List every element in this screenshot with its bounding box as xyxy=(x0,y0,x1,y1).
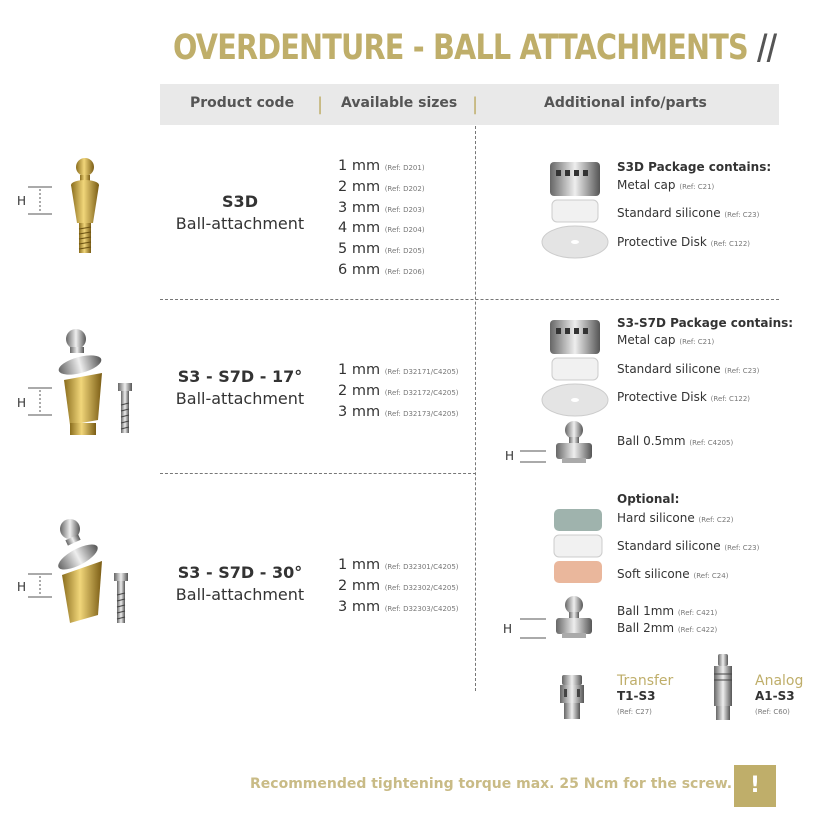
info-item: Hard silicone (Ref: C22) xyxy=(617,511,734,525)
optional-info xyxy=(617,492,679,506)
analog-ref: (Ref: C60) xyxy=(755,708,790,716)
sizes-list-s3-s7d-30 xyxy=(338,556,459,618)
info-item: Ball 2mm (Ref: C422) xyxy=(617,621,718,635)
title-slash: // xyxy=(757,28,777,68)
header-product-code: Product code xyxy=(190,95,295,111)
height-dimension-marker xyxy=(520,618,548,640)
info-item: Standard silicone (Ref: C23) xyxy=(617,539,760,553)
analog-label: Analog xyxy=(755,673,804,689)
size-row: 5 mm (Ref: D205) xyxy=(338,241,425,258)
size-row: 3 mm (Ref: D203) xyxy=(338,199,425,216)
height-dimension-marker xyxy=(28,387,54,417)
info-item: Metal cap (Ref: C21) xyxy=(617,333,715,347)
warning-icon: ! xyxy=(734,765,776,807)
size-row: 2 mm (Ref: D32302/C4205) xyxy=(338,577,459,594)
info-item: Standard silicone (Ref: C23) xyxy=(617,206,760,220)
height-label: H xyxy=(503,622,513,636)
sizes-list-s3d xyxy=(338,157,425,282)
transfer-code: T1-S3 xyxy=(617,689,656,703)
package-heading: S3D Package contains: xyxy=(617,160,772,174)
product-name: Ball-attachment xyxy=(175,585,305,604)
s3-s7d-package-parts-image xyxy=(540,316,610,422)
height-dimension-marker xyxy=(28,573,54,599)
s3d-package-info xyxy=(617,160,771,174)
s3d-package-parts-image xyxy=(540,158,610,268)
info-item: Standard silicone (Ref: C23) xyxy=(617,362,760,376)
size-row: 6 mm (Ref: D206) xyxy=(338,261,425,278)
product-name: Ball-attachment xyxy=(175,214,305,233)
info-item: Ball 0.5mm (Ref: C4205) xyxy=(617,434,734,448)
s3-s7d-package-info xyxy=(617,316,793,330)
height-dimension-marker xyxy=(520,450,548,464)
sizes-list-s3-s7d-17 xyxy=(338,361,459,423)
row-divider xyxy=(160,299,779,300)
torque-note: Recommended tightening torque max. 25 Ncm for the screw. xyxy=(250,776,733,792)
page-title xyxy=(173,28,776,68)
column-divider xyxy=(475,126,476,691)
s3d-ball-attachment-image xyxy=(60,155,110,260)
height-label: H xyxy=(17,580,27,594)
product-code: S3 - S7D - 30° xyxy=(177,563,303,582)
page-title-text: OVERDENTURE - BALL ATTACHMENTS xyxy=(173,28,748,68)
size-row: 1 mm (Ref: D32171/C4205) xyxy=(338,362,459,378)
size-row: 4 mm (Ref: D204) xyxy=(338,220,425,237)
table-header xyxy=(160,84,779,125)
transfer-image xyxy=(556,673,588,723)
header-additional-info: Additional info/parts xyxy=(544,95,707,111)
package-heading: S3-S7D Package contains: xyxy=(617,316,794,330)
size-row: 2 mm (Ref: D32172/C4205) xyxy=(338,382,459,399)
transfer-ref: (Ref: C27) xyxy=(617,708,652,716)
size-row: 1 mm (Ref: D32301/C4205) xyxy=(338,557,459,573)
product-s3-s7d-30 xyxy=(160,563,320,604)
analog-image xyxy=(706,652,740,724)
optional-silicone-caps-image xyxy=(550,507,606,585)
height-label: H xyxy=(17,194,27,208)
ball-0-5mm-image xyxy=(548,420,600,465)
transfer-info xyxy=(617,673,673,717)
product-s3-s7d-17 xyxy=(160,367,320,408)
info-item: Protective Disk (Ref: C122) xyxy=(617,390,751,404)
product-s3d xyxy=(160,192,320,233)
s3-s7d-17-ball-attachment-image xyxy=(52,325,142,440)
row-divider xyxy=(160,473,476,474)
height-label: H xyxy=(17,396,27,410)
info-item: Soft silicone (Ref: C24) xyxy=(617,567,729,581)
size-row: 3 mm (Ref: D32303/C4205) xyxy=(338,598,459,615)
analog-code: A1-S3 xyxy=(755,689,795,703)
header-separator: | xyxy=(317,94,324,115)
size-row: 1 mm (Ref: D201) xyxy=(338,158,425,174)
info-item: Protective Disk (Ref: C122) xyxy=(617,235,751,249)
height-label: H xyxy=(505,449,515,463)
analog-info xyxy=(755,673,803,717)
info-item: Metal cap (Ref: C21) xyxy=(617,178,715,192)
info-item: Ball 1mm (Ref: C421) xyxy=(617,604,718,618)
size-row: 3 mm (Ref: D32173/C4205) xyxy=(338,403,459,420)
s3-s7d-30-ball-attachment-image xyxy=(48,515,138,630)
ball-1mm-2mm-image xyxy=(548,595,600,640)
size-row: 2 mm (Ref: D202) xyxy=(338,178,425,195)
optional-heading: Optional: xyxy=(617,492,680,506)
header-separator: | xyxy=(472,94,479,115)
product-code: S3 - S7D - 17° xyxy=(177,367,303,386)
product-code: S3D xyxy=(222,192,258,211)
product-name: Ball-attachment xyxy=(175,389,305,408)
transfer-label: Transfer xyxy=(617,673,674,689)
height-dimension-marker xyxy=(28,186,54,216)
header-available-sizes: Available sizes xyxy=(341,95,458,111)
